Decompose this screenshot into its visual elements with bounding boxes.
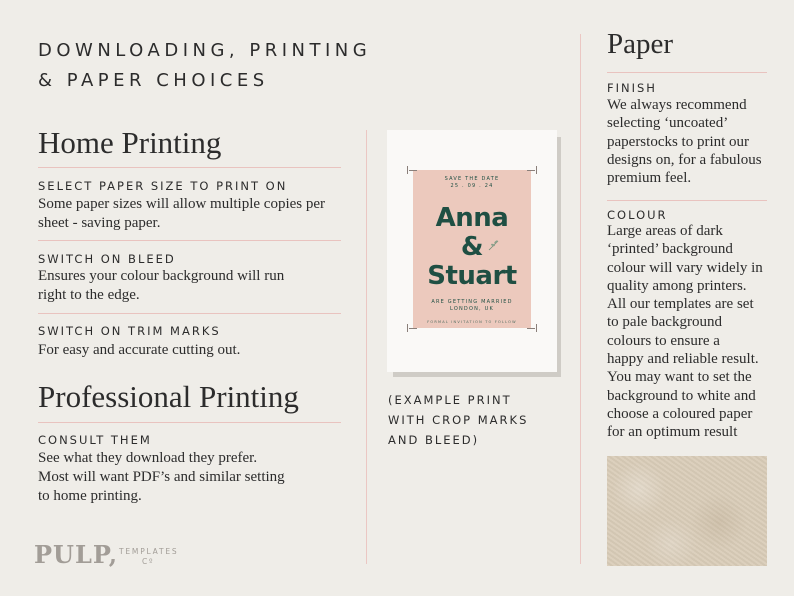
item-body-bleed	[38, 267, 358, 305]
body-line: background to white and	[607, 387, 756, 404]
item-body-paper-size	[38, 195, 358, 233]
pulp-logo	[34, 540, 118, 569]
colour-body	[607, 222, 787, 442]
column-divider-left	[366, 130, 367, 564]
crop-mark	[407, 166, 408, 174]
divider	[38, 422, 341, 423]
body-line: to pale background	[607, 314, 722, 331]
body-line: Some paper sizes will allow multiple copies per	[38, 196, 326, 212]
home-printing-title: Home Printing	[38, 125, 222, 160]
body-line: for an optimum result	[607, 424, 738, 441]
body-line: See what they download they prefer.	[38, 450, 258, 466]
logo-co: Cº	[142, 557, 155, 566]
body-line: Most will want PDF’s and similar setting	[38, 469, 285, 485]
body-line: paperstocks to print our	[607, 133, 750, 150]
finish-body	[607, 96, 787, 187]
body-line: Large areas of dark	[607, 223, 723, 239]
divider	[607, 200, 767, 201]
page-title	[38, 36, 438, 96]
body-line: designs on, for a fabulous	[607, 151, 762, 168]
item-body-consult	[38, 449, 358, 506]
item-head-paper-size: SELECT PAPER SIZE TO PRINT ON	[38, 179, 288, 193]
body-line: quality among printers.	[607, 277, 747, 294]
body-line: selecting ‘uncoated’	[607, 115, 729, 132]
paper-title: Paper	[607, 28, 674, 60]
item-head-consult: CONSULT THEM	[38, 433, 152, 447]
colour-head: COLOUR	[607, 208, 668, 222]
body-line: You may want to set the	[607, 369, 752, 386]
body-line: choose a coloured paper	[607, 405, 753, 422]
location-label: LONDON, UK	[450, 306, 494, 312]
body-line: All our templates are set	[607, 296, 754, 313]
ampersand: &	[460, 232, 484, 262]
body-line: right to the edge.	[38, 287, 140, 303]
body-line: colour will vary widely in	[607, 259, 763, 276]
body-line: premium feel.	[607, 170, 692, 187]
professional-printing-title: Professional Printing	[38, 379, 299, 414]
getting-married-label: ARE GETTING MARRIED	[431, 299, 513, 305]
body-line: Ensures your colour background will run	[38, 268, 285, 284]
save-the-date-design	[413, 170, 531, 328]
crop-mark	[409, 170, 417, 171]
invitation-label: FORMAL INVITATION TO FOLLOW	[427, 320, 517, 324]
logo-templates: TEMPLATES	[119, 547, 179, 556]
body-line: to home printing.	[38, 488, 142, 504]
item-body-trim-marks: For easy and accurate cutting out.	[38, 342, 241, 358]
example-caption	[388, 390, 568, 450]
example-print-card	[387, 130, 557, 372]
body-line: sheet - saving paper.	[38, 215, 161, 231]
item-head-bleed: SWITCH ON BLEED	[38, 252, 176, 266]
divider	[38, 240, 341, 241]
caption-line: WITH CROP MARKS	[388, 413, 529, 427]
body-line: We always recommend	[607, 97, 747, 113]
crop-mark	[527, 328, 535, 329]
body-line: happy and reliable result.	[607, 351, 759, 368]
crop-mark	[527, 170, 535, 171]
crop-mark	[407, 324, 408, 332]
save-the-date-label: SAVE THE DATE	[444, 176, 500, 182]
item-head-trim-marks: SWITCH ON TRIM MARKS	[38, 324, 221, 338]
divider	[607, 72, 767, 73]
finish-head: FINISH	[607, 81, 657, 95]
divider	[38, 167, 341, 168]
date-label: 25 . 09 . 24	[450, 183, 494, 189]
crop-mark	[409, 328, 417, 329]
divider	[38, 313, 341, 314]
logo-main: PULP,	[34, 540, 119, 569]
leaf-sprig-icon	[487, 238, 501, 252]
crop-mark	[536, 166, 537, 174]
name-stuart: Stuart	[427, 261, 517, 291]
paper-texture-swatch	[607, 456, 767, 566]
caption-line: (EXAMPLE PRINT	[388, 393, 512, 407]
crop-mark	[536, 324, 537, 332]
page-title-line2: & PAPER CHOICES	[38, 70, 269, 91]
caption-line: AND BLEED)	[388, 433, 480, 447]
name-anna: Anna	[435, 203, 509, 233]
body-line: ‘printed’ background	[607, 241, 733, 258]
page-title-line1: DOWNLOADING, PRINTING	[38, 40, 372, 61]
body-line: colours to ensure a	[607, 332, 720, 349]
column-divider-right	[580, 34, 581, 564]
